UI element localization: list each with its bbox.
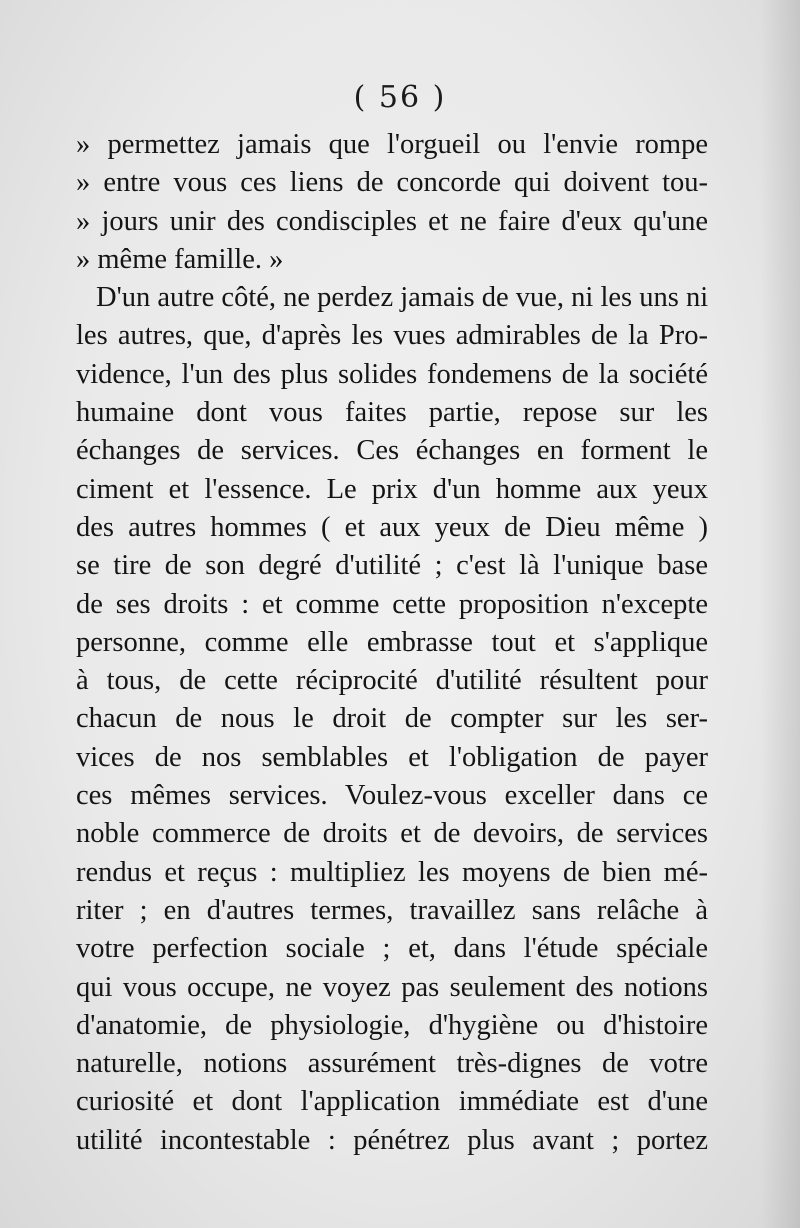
text-line: votre perfection sociale ; et, dans l'étude spéciale <box>76 933 708 965</box>
text-line: ciment et l'essence. Le prix d'un homme aux yeux <box>76 473 708 505</box>
text-line: à tous, de cette réciprocité d'utilité résultent pour <box>76 665 708 697</box>
text-line: » jours unir des condisciples et ne faire d'eux qu'une <box>76 205 708 237</box>
text-line: rendus et reçus : multipliez les moyens de bien mé- <box>76 856 708 888</box>
text-line: personne, comme elle embrasse tout et s'applique <box>76 626 708 658</box>
text-line: naturelle, notions assurément très-dignes de votre <box>76 1048 708 1080</box>
text-line: humaine dont vous faites partie, repose sur les <box>76 397 708 429</box>
text-line: les autres, que, d'après les vues admirables de la Pro- <box>76 320 708 352</box>
text-line: riter ; en d'autres termes, travaillez sans relâche à <box>76 894 708 926</box>
text-line: » permettez jamais que l'orgueil ou l'envie rompe <box>76 129 708 160</box>
text-line: des autres hommes ( et aux yeux de Dieu même ) <box>76 511 708 543</box>
text-line: curiosité et dont l'application immédiate est d'une <box>76 1086 708 1118</box>
text-line: ces mêmes services. Voulez-vous exceller dans ce <box>76 780 708 812</box>
page-edge-shadow <box>760 0 800 1228</box>
text-line: utilité incontestable : pénétrez plus avant ; portez <box>76 1124 708 1156</box>
page-number: ( 56 ) <box>353 80 447 115</box>
text-line: » même famille. » <box>76 243 284 275</box>
text-line: se tire de son degré d'utilité ; c'est là l'unique base <box>76 550 708 582</box>
text-line: vices de nos semblables et l'obligation de payer <box>76 741 708 773</box>
text-line: de ses droits : et comme cette proposition n'excepte <box>76 588 708 620</box>
text-line: qui vous occupe, ne voyez pas seulement des notions <box>76 971 708 1003</box>
text-line: noble commerce de droits et de devoirs, de services <box>76 818 708 850</box>
text-line: échanges de services. Ces échanges en forment le <box>76 435 708 467</box>
text-line: d'anatomie, de physiologie, d'hygiène ou d'histoire <box>76 1009 708 1041</box>
text-line: » entre vous ces liens de concorde qui doivent tou- <box>76 167 708 199</box>
text-line: D'un autre côté, ne perdez jamais de vue, ni les uns ni <box>96 282 708 314</box>
text-line: chacun de nous le droit de compter sur les ser- <box>76 703 708 735</box>
text-line: vidence, l'un des plus solides fondemens de la société <box>76 358 708 390</box>
page-body-text <box>76 126 708 1160</box>
